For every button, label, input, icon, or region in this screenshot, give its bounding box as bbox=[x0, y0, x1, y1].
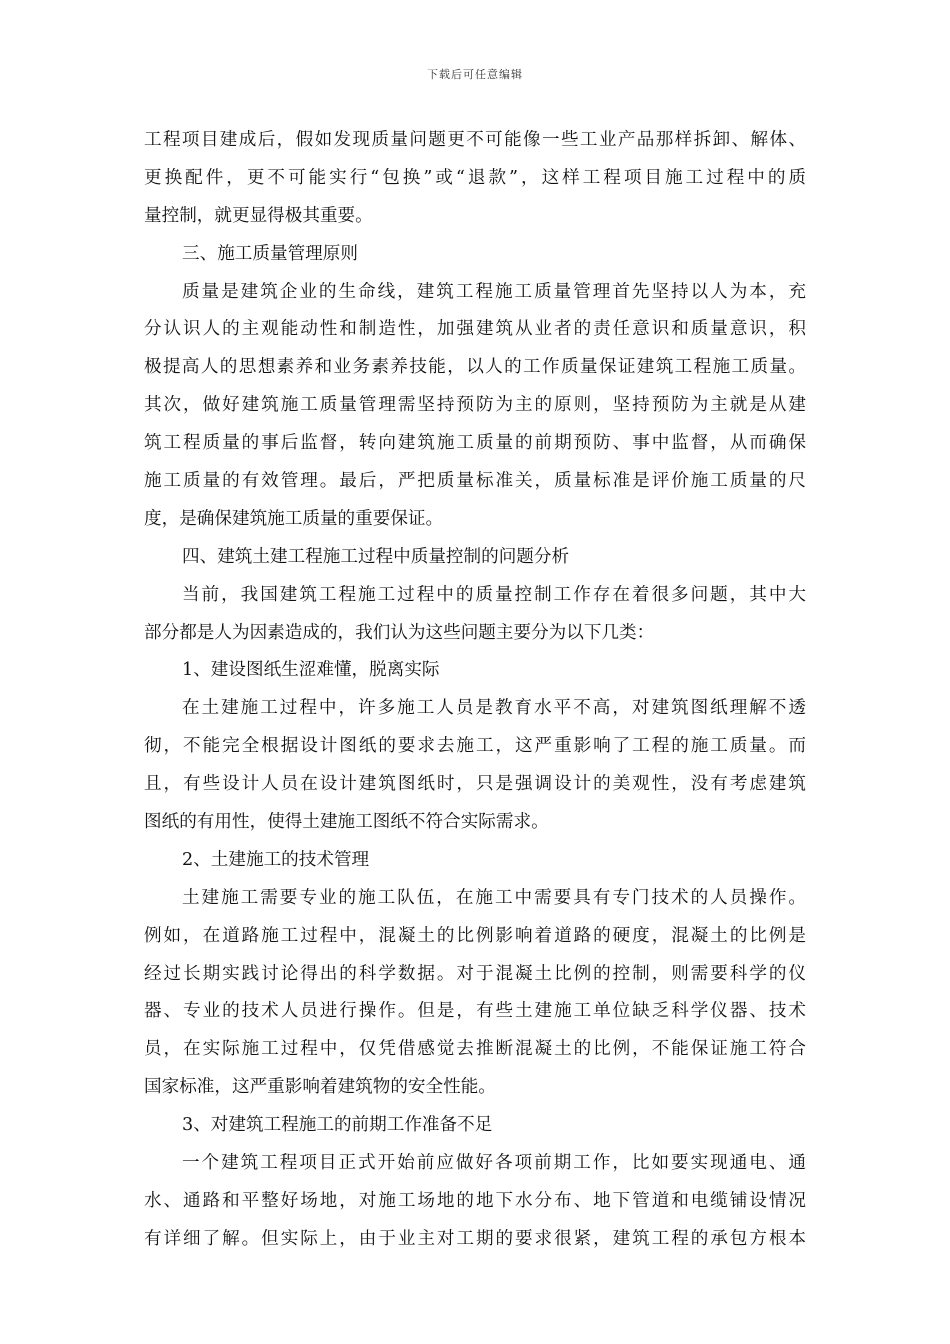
text-line: 极提高人的思想素养和业务素养技能，以人的工作质量保证建筑工程施工质量。 bbox=[144, 357, 806, 378]
text-line: 其次，做好建筑施工质量管理需坚持预防为主的原则，坚持预防为主就是从建 bbox=[144, 395, 806, 416]
text-line: 3、对建筑工程施工的前期工作准备不足 bbox=[182, 1115, 493, 1136]
text-line: 图纸的有用性，使得土建施工图纸不符合实际需求。 bbox=[144, 812, 549, 833]
text-line: 四、建筑土建工程施工过程中质量控制的问题分析 bbox=[182, 546, 570, 567]
text-line: 分认识人的主观能动性和制造性，加强建筑从业者的责任意识和质量意识，积 bbox=[144, 319, 806, 340]
text-line: 器、专业的技术人员进行操作。但是，有些土建施工单位缺乏科学仪器、技术 bbox=[144, 1001, 806, 1022]
text-line: 国家标准，这严重影响着建筑物的安全性能。 bbox=[144, 1077, 496, 1098]
text-line: 1、建设图纸生涩难懂，脱离实际 bbox=[182, 660, 440, 681]
text-line: 经过长期实践讨论得出的科学数据。对于混凝土比例的控制，则需要科学的仪 bbox=[144, 963, 806, 984]
text-line: 筑工程质量的事后监督，转向建筑施工质量的前期预防、事中监督，从而确保 bbox=[144, 433, 806, 454]
page-header: 下载后可任意编辑 bbox=[427, 68, 523, 81]
text-line: 例如，在道路施工过程中，混凝土的比例影响着道路的硬度，混凝土的比例是 bbox=[144, 925, 806, 946]
text-line: 有详细了解。但实际上，由于业主对工期的要求很紧，建筑工程的承包方根本 bbox=[144, 1228, 806, 1249]
document-body bbox=[144, 122, 806, 1259]
text-line: 量控制，就更显得极其重要。 bbox=[144, 205, 373, 226]
text-line: 当前，我国建筑工程施工过程中的质量控制工作存在着很多问题，其中大 bbox=[182, 584, 806, 605]
text-line: 水、通路和平整好场地，对施工场地的地下水分布、地下管道和电缆铺设情况 bbox=[144, 1190, 806, 1211]
text-line: 更换配件，更不可能实行“包换”或“退款”，这样工程项目施工过程中的质 bbox=[144, 167, 806, 188]
text-line: 工程项目建成后，假如发现质量问题更不可能像一些工业产品那样拆卸、解体、 bbox=[144, 130, 806, 150]
text-line: 员，在实际施工过程中，仅凭借感觉去推断混凝土的比例，不能保证施工符合 bbox=[144, 1039, 806, 1060]
text-line: 部分都是人为因素造成的，我们认为这些问题主要分为以下几类： bbox=[144, 622, 655, 643]
text-line: 施工质量的有效管理。最后，严把质量标准关，质量标准是评价施工质量的尺 bbox=[144, 471, 806, 492]
text-line: 在土建施工过程中，许多施工人员是教育水平不高，对建筑图纸理解不透 bbox=[182, 698, 806, 719]
text-line: 2、土建施工的技术管理 bbox=[182, 849, 370, 870]
text-line: 度，是确保建筑施工质量的重要保证。 bbox=[144, 508, 444, 529]
text-line: 质量是建筑企业的生命线，建筑工程施工质量管理首先坚持以人为本，充 bbox=[182, 281, 806, 302]
text-line: 彻，不能完全根据设计图纸的要求去施工，这严重影响了工程的施工质量。而 bbox=[144, 736, 806, 757]
text-line: 土建施工需要专业的施工队伍，在施工中需要具有专门技术的人员操作。 bbox=[182, 887, 806, 908]
text-line: 且，有些设计人员在设计建筑图纸时，只是强调设计的美观性，没有考虑建筑 bbox=[144, 774, 806, 795]
text-line: 一个建筑工程项目正式开始前应做好各项前期工作，比如要实现通电、通 bbox=[182, 1153, 806, 1174]
text-line: 三、施工质量管理原则 bbox=[182, 243, 358, 264]
